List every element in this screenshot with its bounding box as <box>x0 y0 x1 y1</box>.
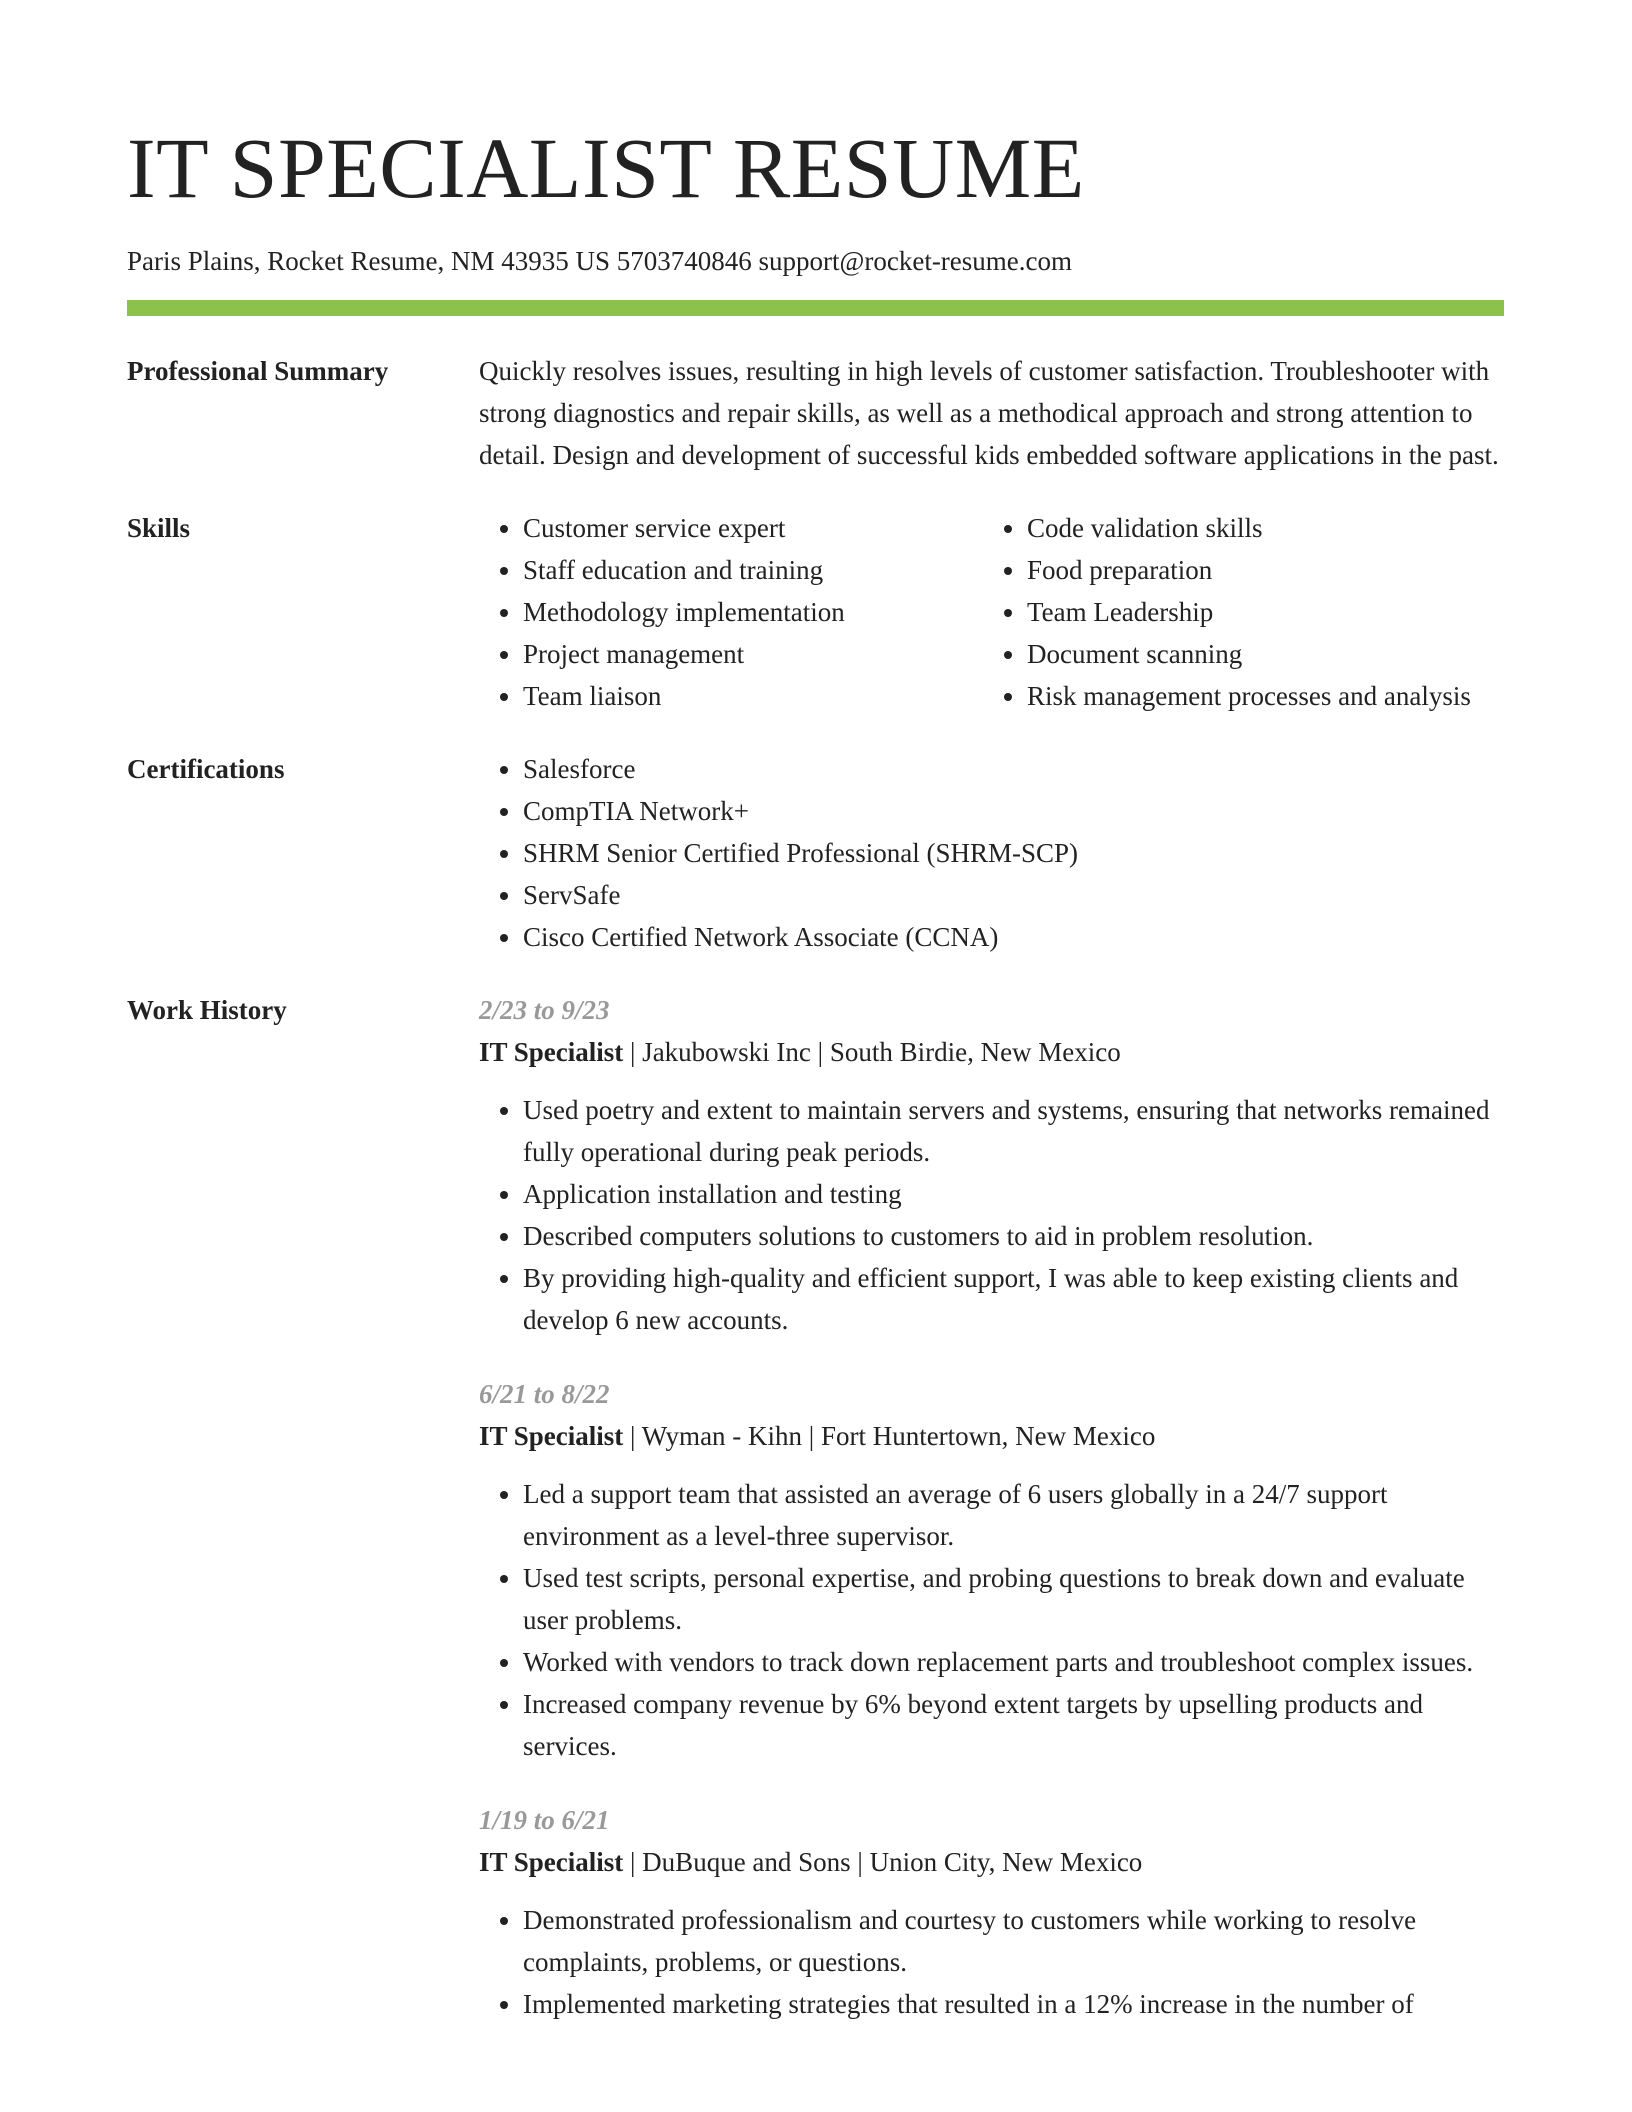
section-certifications <box>127 748 1504 958</box>
accent-divider <box>127 300 1504 316</box>
section-label: Work History <box>127 995 287 1025</box>
contact-line: Paris Plains, Rocket Resume, NM 43935 US 5703740846 support@rocket-resume.com <box>127 246 1073 276</box>
work-content <box>479 989 1504 2057</box>
section-skills <box>127 507 1504 717</box>
resume-title: IT SPECIALIST RESUME <box>127 120 1085 216</box>
certifications-list <box>479 748 1504 958</box>
job-details: | Jakubowski Inc | South Birdie, New Mexico <box>623 1037 1121 1067</box>
job-bullets <box>479 1089 1504 1341</box>
job-bullet: • Used test scripts, personal expertise, and probing questions to break down and evaluate user problems. <box>523 1557 1504 1641</box>
skill-item: • Customer service expert <box>523 507 983 549</box>
job-bullet: • Increased company revenue by 6% beyond extent targets by upselling products and services. <box>523 1683 1504 1767</box>
job-dates: 1/19 to 6/21 <box>479 1805 610 1835</box>
job-bullet: • Worked with vendors to track down replacement parts and troubleshoot complex issues. <box>523 1641 1504 1683</box>
skill-item: • Document scanning <box>1027 633 1471 675</box>
resume-page <box>127 0 1504 2057</box>
job-entry <box>479 1373 1504 1767</box>
certification-item: • Cisco Certified Network Associate (CCNA) <box>523 916 1504 958</box>
skill-item: • Staff education and training <box>523 549 983 591</box>
skills-list-col1 <box>479 507 983 717</box>
job-details: | Wyman - Kihn | Fort Huntertown, New Mexico <box>623 1421 1156 1451</box>
job-bullets <box>479 1899 1504 2025</box>
skill-item: • Code validation skills <box>1027 507 1471 549</box>
job-title: IT Specialist <box>479 1037 624 1067</box>
job-bullet: • Implemented marketing strategies that resulted in a 12% increase in the number of <box>523 1983 1504 2025</box>
job-entry <box>479 989 1504 1341</box>
job-bullet: • Demonstrated professionalism and courtesy to customers while working to resolve complaints, problems, or questions. <box>523 1899 1504 1983</box>
job-bullet: • Led a support team that assisted an average of 6 users globally in a 24/7 support environment as a level-three supervisor. <box>523 1473 1504 1557</box>
job-bullet: • By providing high-quality and efficient support, I was able to keep existing clients and develop 6 new accounts. <box>523 1257 1504 1341</box>
skills-list-col2 <box>983 507 1471 717</box>
job-bullets <box>479 1473 1504 1767</box>
job-details: | DuBuque and Sons | Union City, New Mexico <box>623 1847 1143 1877</box>
certification-item: • Salesforce <box>523 748 1504 790</box>
job-title: IT Specialist <box>479 1421 624 1451</box>
certification-item: • SHRM Senior Certified Professional (SHRM-SCP) <box>523 832 1504 874</box>
certification-item: • CompTIA Network+ <box>523 790 1504 832</box>
job-heading <box>479 1415 1504 1457</box>
skill-item: • Risk management processes and analysis <box>1027 675 1471 717</box>
summary-text: Quickly resolves issues, resulting in high levels of customer satisfaction. Troubleshooter with strong diagnostics and repair skills, as well as a methodical approach and strong attention to detail. Design and development of successful kids embedded software applications in the past. <box>479 356 1499 470</box>
skill-item: • Food preparation <box>1027 549 1471 591</box>
section-work-history <box>127 989 1504 2057</box>
certification-item: • ServSafe <box>523 874 1504 916</box>
skill-item: • Team liaison <box>523 675 983 717</box>
skill-item: • Methodology implementation <box>523 591 983 633</box>
job-entry <box>479 1799 1504 2025</box>
skill-item: • Project management <box>523 633 983 675</box>
certifications-content <box>479 748 1504 958</box>
job-dates: 6/21 to 8/22 <box>479 1379 610 1409</box>
job-dates: 2/23 to 9/23 <box>479 995 610 1025</box>
section-label: Skills <box>127 513 191 543</box>
summary-content <box>479 350 1504 476</box>
skills-content <box>479 507 1504 717</box>
job-bullet: • Application installation and testing <box>523 1173 1504 1215</box>
job-bullet: • Used poetry and extent to maintain servers and systems, ensuring that networks remained fully operational during peak periods. <box>523 1089 1504 1173</box>
section-professional-summary <box>127 350 1504 476</box>
section-label: Professional Summary <box>127 356 389 386</box>
job-heading <box>479 1031 1504 1073</box>
job-heading <box>479 1841 1504 1883</box>
job-bullet: • Described computers solutions to customers to aid in problem resolution. <box>523 1215 1504 1257</box>
job-title: IT Specialist <box>479 1847 624 1877</box>
skill-item: • Team Leadership <box>1027 591 1471 633</box>
section-label: Certifications <box>127 754 285 784</box>
